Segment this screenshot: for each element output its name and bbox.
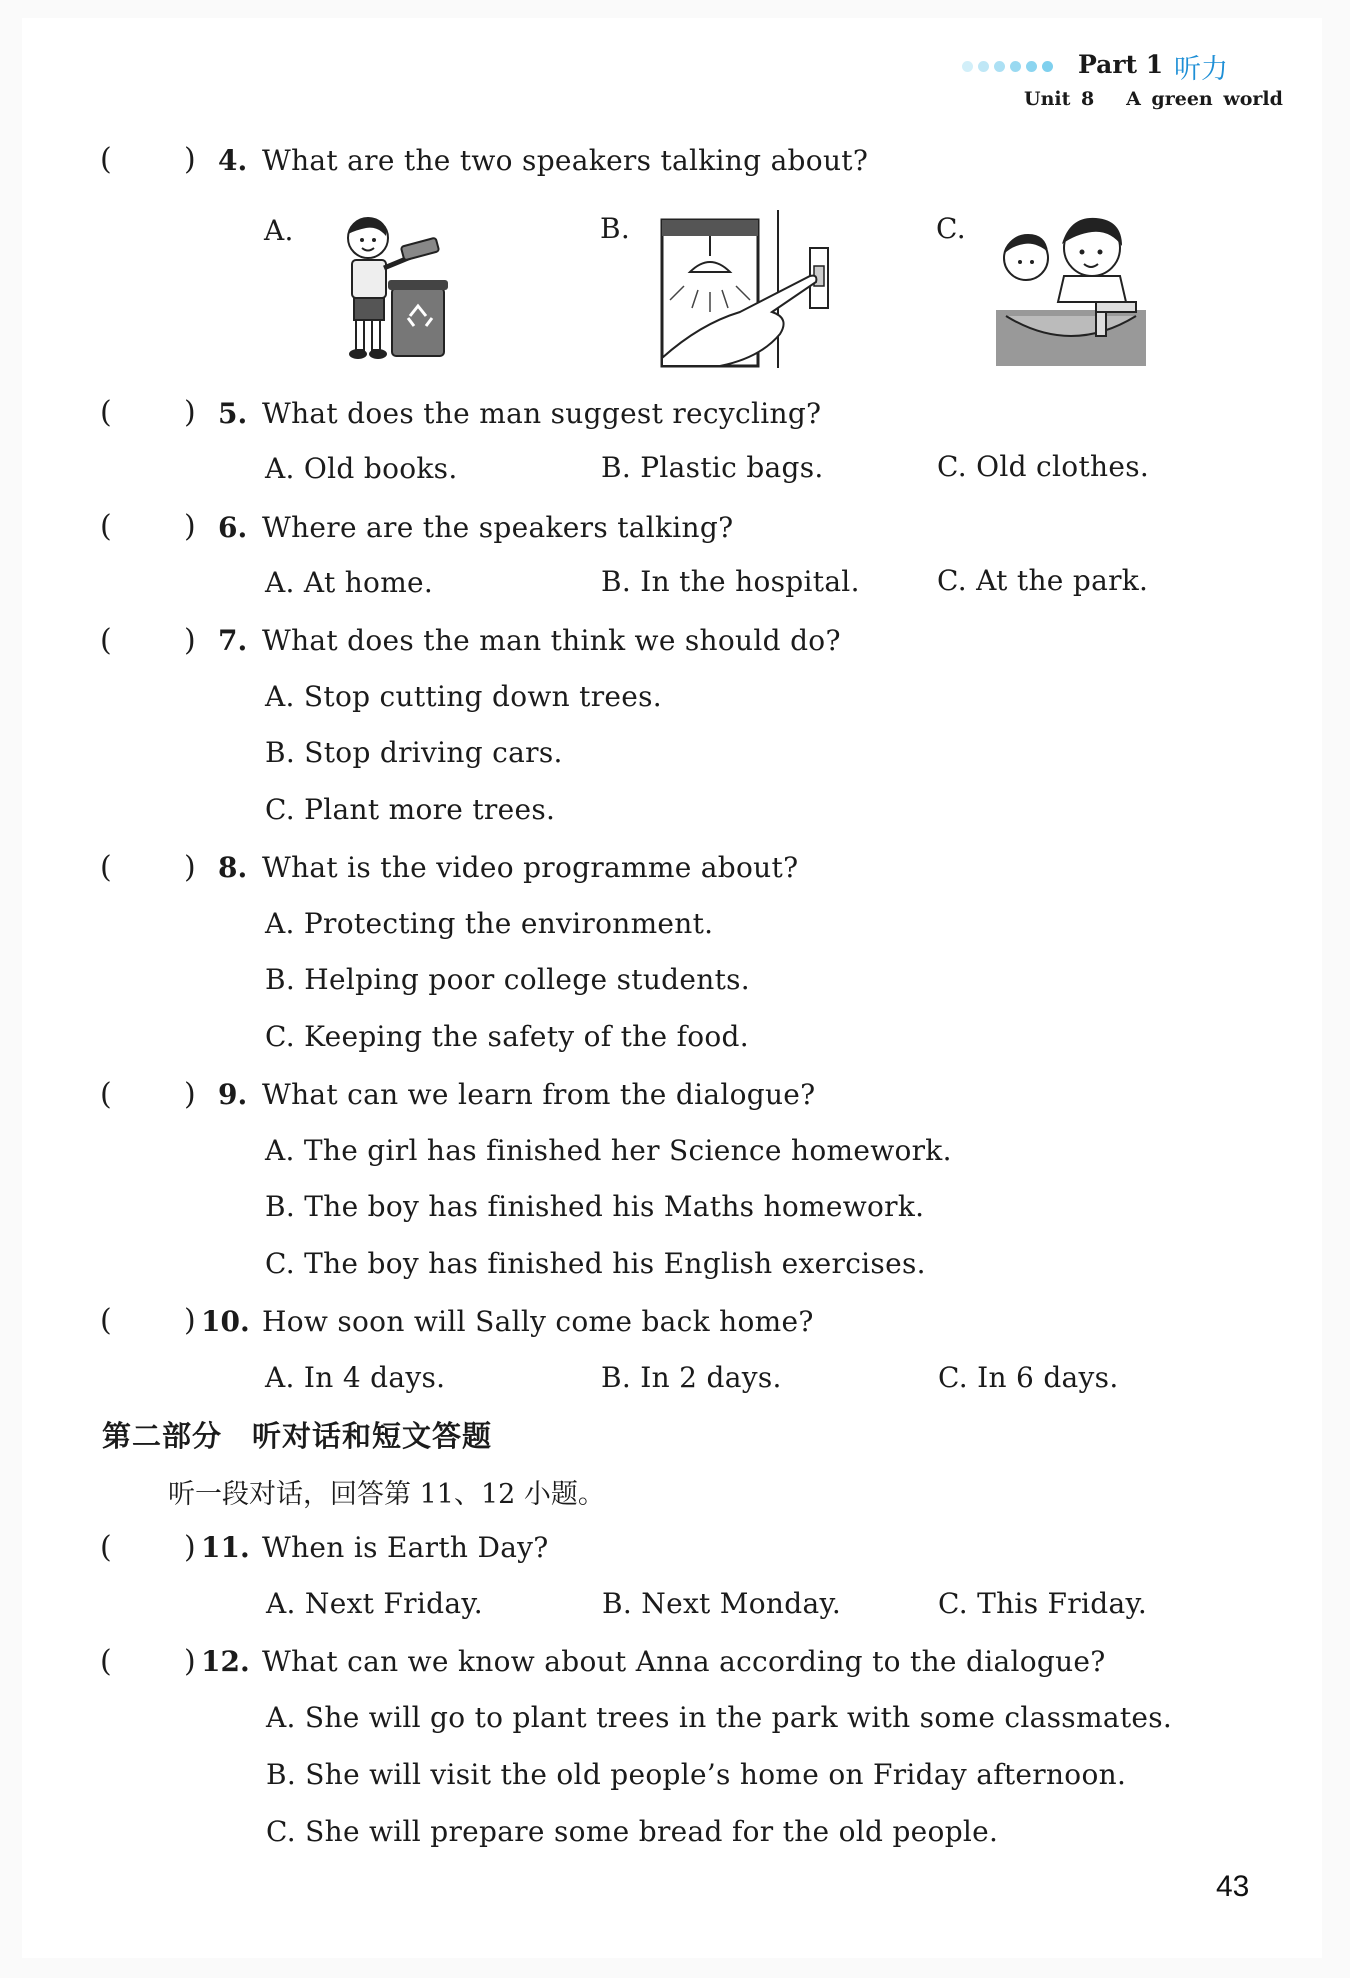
option-a: A. Next Friday. xyxy=(266,1587,483,1620)
option-c: C. This Friday. xyxy=(938,1587,1148,1620)
children-at-tap-image xyxy=(996,206,1146,366)
answer-bracket-q8[interactable]: ( xyxy=(100,850,112,885)
option-label-a: A. xyxy=(264,214,294,247)
option-a: A. In 4 days. xyxy=(265,1361,446,1394)
question-number: 5. xyxy=(218,397,248,430)
answer-bracket-close: ) xyxy=(184,850,196,885)
option-c: C. Plant more trees. xyxy=(265,793,556,826)
option-b: B. In 2 days. xyxy=(601,1361,782,1394)
question-number: 6. xyxy=(218,511,248,544)
option-a: A. Protecting the environment. xyxy=(265,907,714,940)
answer-bracket-close: ) xyxy=(184,395,196,430)
option-c: C. Old clothes. xyxy=(937,450,1150,483)
option-c: C. In 6 days. xyxy=(938,1361,1119,1394)
option-c: C. The boy has finished his English exercises. xyxy=(265,1247,926,1280)
question-text: How soon will Sally come back home? xyxy=(262,1305,814,1338)
answer-bracket-close: ) xyxy=(184,1644,196,1679)
option-b: B. Helping poor college students. xyxy=(265,963,750,996)
question-number: 10. xyxy=(201,1305,250,1338)
question-number: 4. xyxy=(218,144,248,177)
option-a: A. Stop cutting down trees. xyxy=(265,680,662,713)
option-b: B. Plastic bags. xyxy=(601,451,824,484)
option-b: B. Next Monday. xyxy=(602,1587,842,1620)
answer-bracket-close: ) xyxy=(184,623,196,658)
option-c: C. Keeping the safety of the food. xyxy=(265,1020,749,1053)
page-number: 43 xyxy=(1216,1870,1250,1903)
question-number: 8. xyxy=(218,851,248,884)
question-text: What are the two speakers talking about? xyxy=(262,144,869,177)
question-number: 9. xyxy=(218,1078,248,1111)
option-a: A. Old books. xyxy=(265,452,458,485)
question-text: What can we know about Anna according to the dialogue? xyxy=(262,1645,1106,1678)
answer-bracket-q9[interactable]: ( xyxy=(100,1077,112,1112)
answer-bracket-q11[interactable]: ( xyxy=(100,1530,112,1565)
option-a: A. At home. xyxy=(265,566,434,599)
question-text: Where are the speakers talking? xyxy=(262,511,734,544)
answer-bracket-q7[interactable]: ( xyxy=(100,623,112,658)
question-text: What is the video programme about? xyxy=(262,851,799,884)
option-c: C. At the park. xyxy=(937,564,1149,597)
question-number: 11. xyxy=(201,1531,250,1564)
option-b: B. She will visit the old people’s home on Friday afternoon. xyxy=(266,1758,1127,1791)
option-a: A. The girl has finished her Science homework. xyxy=(265,1134,952,1167)
answer-bracket-q10[interactable]: ( xyxy=(100,1303,112,1338)
header-unit: Unit 8 A green world xyxy=(1024,88,1283,110)
header-part: Part 1 xyxy=(1078,50,1164,79)
answer-bracket-q5[interactable]: ( xyxy=(100,395,112,430)
section-instruction: 听一段对话，回答第 11、12 小题。 xyxy=(168,1479,605,1510)
answer-bracket-q6[interactable]: ( xyxy=(100,509,112,544)
question-text: When is Earth Day? xyxy=(262,1531,549,1564)
light-switch-image xyxy=(660,208,832,368)
option-label-c: C. xyxy=(936,212,966,245)
option-a: A. She will go to plant trees in the park with some classmates. xyxy=(266,1701,1173,1734)
header-part-cn: 听力 xyxy=(1174,54,1228,85)
question-text: What does the man think we should do? xyxy=(262,624,841,657)
answer-bracket-close: ) xyxy=(184,142,196,177)
answer-bracket-q12[interactable]: ( xyxy=(100,1644,112,1679)
option-label-b: B. xyxy=(600,212,631,245)
option-b: B. Stop driving cars. xyxy=(265,736,563,769)
header-dots-decoration xyxy=(962,56,1058,76)
section-heading: 第二部分 听对话和短文答题 xyxy=(102,1419,493,1453)
option-b: B. The boy has finished his Maths homework. xyxy=(265,1190,925,1223)
question-number: 7. xyxy=(218,624,248,657)
boy-recycling-image xyxy=(326,208,456,368)
answer-bracket-close: ) xyxy=(184,1077,196,1112)
question-text: What can we learn from the dialogue? xyxy=(262,1078,816,1111)
question-text: What does the man suggest recycling? xyxy=(262,397,822,430)
option-c: C. She will prepare some bread for the old people. xyxy=(266,1815,999,1848)
answer-bracket-close: ) xyxy=(184,509,196,544)
answer-bracket-close: ) xyxy=(184,1530,196,1565)
option-b: B. In the hospital. xyxy=(601,565,860,598)
question-number: 12. xyxy=(201,1645,250,1678)
answer-bracket-close: ) xyxy=(184,1303,196,1338)
answer-bracket-q4[interactable]: ( xyxy=(100,142,112,177)
